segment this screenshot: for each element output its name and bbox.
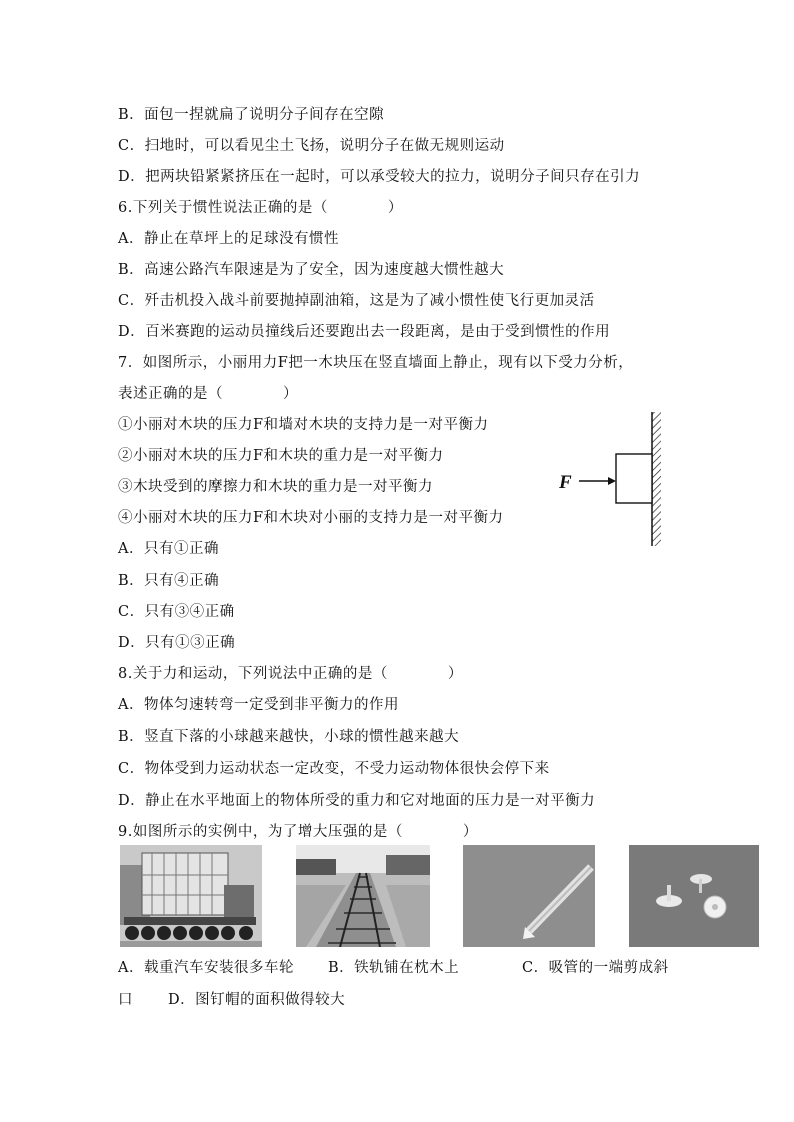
caption-c: C．吸管的一端剪成斜 — [522, 960, 669, 976]
q7-statement-1: ①小丽对木块的压力F和墙对木块的支持力是一对平衡力 — [118, 417, 489, 433]
force-diagram — [555, 412, 675, 546]
question-6-stem: 6.下列关于惯性说法正确的是（ ） — [118, 200, 403, 216]
line-q5-d: D．把两块铅紧紧挤压在一起时，可以承受较大的拉力，说明分子间只存在引力 — [118, 169, 641, 185]
question-7-stem-line2: 表述正确的是（ ） — [118, 386, 298, 402]
q7-statement-3: ③木块受到的摩擦力和木块的重力是一对平衡力 — [118, 479, 433, 495]
caption-a: A．载重汽车安装很多车轮 — [118, 960, 294, 976]
line-q5-b: B．面包一捏就扁了说明分子间存在空隙 — [118, 107, 385, 123]
wooden-block — [616, 454, 652, 503]
caption-d: D．图钉帽的面积做得较大 — [168, 992, 346, 1008]
q8-option-b: B．竖直下落的小球越来越快，小球的惯性越来越大 — [118, 729, 460, 745]
photo-heavy-truck — [120, 845, 262, 947]
q7-statement-2: ②小丽对木块的压力F和木块的重力是一对平衡力 — [118, 448, 444, 464]
photo-thumbtacks — [629, 845, 759, 947]
q8-option-d: D．静止在水平地面上的物体所受的重力和它对地面的压力是一对平衡力 — [118, 793, 596, 809]
caption-b: B．铁轨铺在枕木上 — [328, 960, 460, 976]
line-q5-c: C．扫地时，可以看见尘土飞扬，说明分子在做无规则运动 — [118, 138, 505, 154]
q8-option-a: A．物体匀速转弯一定受到非平衡力的作用 — [118, 697, 399, 713]
q7-option-a: A．只有①正确 — [118, 541, 219, 557]
force-label: F — [559, 472, 572, 493]
force-arrowhead — [608, 477, 616, 485]
q7-option-c: C．只有③④正确 — [118, 604, 235, 620]
q7-statement-4: ④小丽对木块的压力F和木块对小丽的支持力是一对平衡力 — [118, 510, 504, 526]
q6-option-d: D．百米赛跑的运动员撞线后还要跑出去一段距离，是由于受到惯性的作用 — [118, 324, 611, 340]
q6-option-c: C．歼击机投入战斗前要抛掉副油箱，这是为了减小惯性使飞行更加灵活 — [118, 293, 595, 309]
wall-hatching — [652, 412, 661, 546]
question-7-stem-line1: 7．如图所示，小丽用力F把一木块压在竖直墙面上静止，现有以下受力分析， — [118, 355, 634, 371]
photo-railway-track — [296, 845, 430, 947]
photo-drinking-straw — [463, 845, 595, 947]
question-9-stem: 9.如图所示的实例中，为了增大压强的是（ ） — [118, 824, 478, 840]
caption-c-continued: 口 — [118, 992, 133, 1008]
q6-option-b: B．高速公路汽车限速是为了安全，因为速度越大惯性越大 — [118, 262, 505, 278]
question-8-stem: 8.关于力和运动，下列说法中正确的是（ ） — [118, 666, 463, 682]
q7-option-d: D．只有①③正确 — [118, 635, 236, 651]
q8-option-c: C．物体受到力运动状态一定改变，不受力运动物体很快会停下来 — [118, 761, 550, 777]
q7-option-b: B．只有④正确 — [118, 573, 220, 589]
q6-option-a: A．静止在草坪上的足球没有惯性 — [118, 231, 339, 247]
